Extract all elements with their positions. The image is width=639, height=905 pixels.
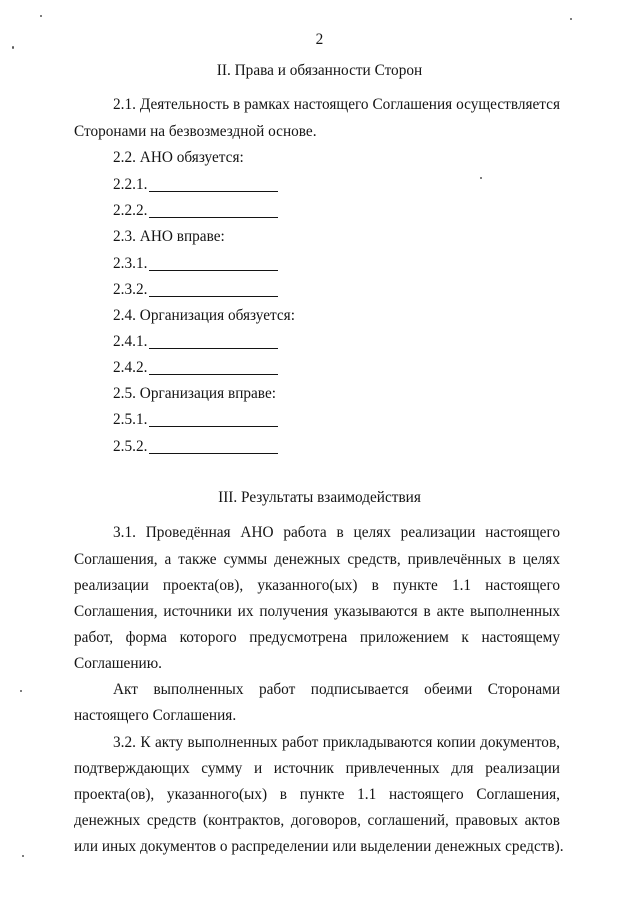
clause-3-2-line: подтверждающих сумму и источник привлеченных для реализации	[74, 760, 560, 777]
clause-2-1-line-2: Сторонами на безвозмездной основе.	[74, 123, 317, 140]
blank-line	[149, 374, 278, 375]
clause-3-1-line: 3.1. Проведённая АНО работа в целях реализации настоящего	[113, 524, 560, 541]
clause-2-5-1: 2.5.1.	[113, 411, 148, 428]
page-number: 2	[315, 31, 324, 48]
section-2-heading: II. Права и обязанности Сторон	[216, 62, 423, 79]
clause-2-3-2: 2.3.2.	[113, 281, 148, 298]
clause-2-5-2: 2.5.2.	[113, 438, 148, 455]
clause-2-4: 2.4. Организация обязуется:	[113, 307, 295, 324]
clause-2-3: 2.3. АНО вправе:	[113, 228, 225, 245]
section-3-heading: III. Результаты взаимодействия	[218, 489, 421, 506]
blank-line	[149, 270, 278, 271]
clause-2-1-line-1: 2.1. Деятельность в рамках настоящего Соглашения осуществляется	[113, 96, 560, 113]
clause-3-1-line: работ, форма которого предусмотрена приложением к настоящему	[74, 629, 560, 646]
blank-line	[149, 217, 278, 218]
blank-line	[149, 453, 278, 454]
scan-speck	[480, 177, 482, 179]
clause-3-1-line: Соглашения, источники их получения указываются в акте выполненных	[74, 603, 560, 620]
clause-2-4-1: 2.4.1.	[113, 333, 148, 350]
clause-3-2-line: денежных средств (контрактов, договоров, соглашений, правовых актов	[74, 812, 560, 829]
clause-2-2: 2.2. АНО обязуется:	[113, 149, 244, 166]
scan-speck	[40, 15, 42, 17]
clause-3-2-line: или иных документов о распределении или выделении денежных средств).	[74, 838, 564, 855]
blank-line	[149, 426, 278, 427]
clause-3-2-line: проекта(ов), указанного(ых) в пункте 1.1 настоящего Соглашения,	[74, 786, 560, 803]
clause-2-2-1: 2.2.1.	[113, 176, 148, 193]
scan-speck	[570, 18, 572, 20]
blank-line	[149, 296, 278, 297]
clause-2-5: 2.5. Организация вправе:	[113, 385, 276, 402]
clause-2-2-2: 2.2.2.	[113, 202, 148, 219]
blank-line	[149, 191, 278, 192]
clause-3-1-line: Соглашения, а также суммы денежных средств, привлечённых в целях	[74, 551, 560, 568]
blank-line	[149, 348, 278, 349]
clause-2-4-2: 2.4.2.	[113, 359, 148, 376]
clause-3-2-line: 3.2. К акту выполненных работ прикладываются копии документов,	[113, 734, 560, 751]
act-signing-line: Акт выполненных работ подписывается обеими Сторонами	[113, 681, 560, 698]
clause-3-1-line: реализации проекта(ов), указанного(ых) в пункте 1.1 настоящего	[74, 577, 560, 594]
scan-speck	[20, 690, 22, 692]
clause-2-3-1: 2.3.1.	[113, 255, 148, 272]
scan-speck	[22, 855, 24, 857]
clause-3-1-line: Соглашению.	[74, 655, 162, 672]
act-signing-line: настоящего Соглашения.	[74, 707, 237, 724]
